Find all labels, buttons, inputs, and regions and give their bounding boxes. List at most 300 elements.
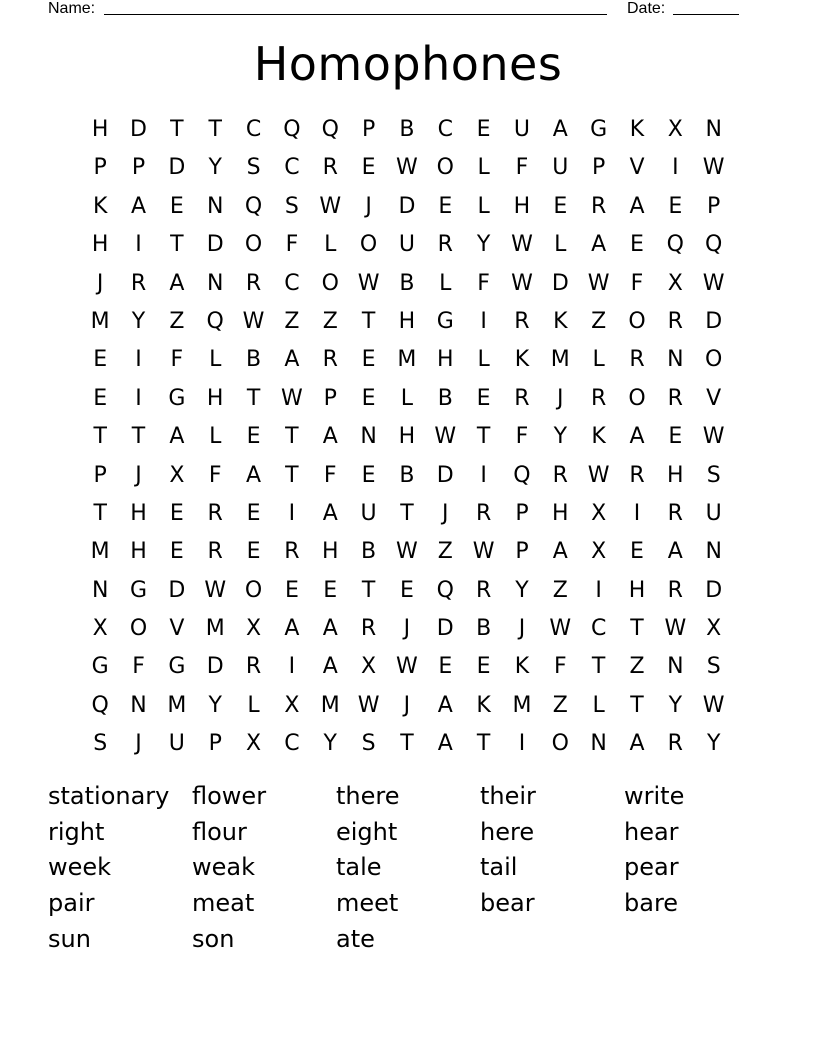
grid-letter: B	[399, 462, 415, 488]
grid-letter: F	[515, 155, 529, 181]
grid-letter: L	[477, 347, 490, 373]
grid-letter: X	[284, 692, 300, 718]
grid-letter: W	[357, 692, 380, 718]
grid-letter: E	[323, 577, 338, 603]
grid-row	[81, 495, 733, 533]
grid-letter: Y	[208, 692, 222, 718]
grid-letter: R	[667, 500, 683, 526]
grid-letter: R	[284, 539, 300, 565]
grid-letter: L	[439, 270, 452, 296]
grid-letter: B	[246, 347, 262, 373]
word-list-item: bare	[624, 889, 679, 918]
grid-letter: H	[513, 193, 531, 219]
grid-letter: O	[359, 232, 378, 258]
grid-letter: R	[667, 731, 683, 757]
grid-letter: W	[319, 193, 342, 219]
grid-letter: Q	[436, 577, 454, 603]
grid-letter: H	[91, 117, 109, 142]
word-list-item: there	[336, 782, 400, 810]
word-list-item: right	[48, 817, 105, 846]
grid-letter: P	[592, 155, 606, 181]
grid-letter: Z	[284, 308, 300, 334]
grid-letter: F	[323, 462, 337, 488]
grid-letter: D	[551, 270, 569, 296]
grid-row	[81, 648, 733, 686]
grid-letter: R	[475, 577, 492, 603]
grid-letter: R	[130, 270, 147, 296]
grid-letter: T	[170, 117, 184, 142]
grid-letter: W	[511, 270, 533, 296]
grid-row	[81, 226, 733, 264]
grid-letter: T	[93, 500, 107, 526]
grid-letter: T	[246, 385, 261, 411]
grid-letter: R	[207, 539, 223, 565]
grid-letter: K	[629, 117, 645, 142]
grid-letter: E	[361, 385, 376, 411]
grid-letter: M	[397, 347, 417, 373]
grid-letter: R	[245, 270, 262, 296]
grid-letter: R	[514, 308, 530, 334]
grid-letter: M	[550, 347, 570, 373]
grid-letter: Q	[705, 232, 723, 258]
grid-row	[81, 380, 733, 418]
grid-letter: R	[629, 462, 645, 488]
grid-letter: D	[705, 577, 723, 603]
grid-letter: X	[667, 117, 683, 142]
grid-letter: K	[553, 308, 568, 334]
grid-letter: L	[247, 692, 260, 718]
grid-letter: E	[93, 347, 108, 373]
grid-letter: C	[284, 731, 300, 757]
grid-letter: R	[322, 155, 338, 181]
grid-letter: C	[590, 616, 607, 642]
grid-row	[81, 188, 733, 226]
grid-letter: W	[702, 692, 725, 718]
grid-letter: E	[438, 654, 453, 680]
grid-letter: Z	[552, 692, 568, 718]
grid-letter: K	[514, 347, 530, 373]
grid-letter: D	[436, 616, 454, 642]
grid-letter: U	[513, 117, 530, 142]
grid-letter: R	[629, 347, 645, 373]
grid-letter: E	[438, 193, 453, 219]
grid-letter: O	[129, 616, 148, 642]
grid-letter: Z	[591, 308, 607, 334]
grid-letter: H	[552, 500, 569, 526]
grid-letter: B	[437, 385, 453, 411]
header-line	[48, 0, 748, 20]
grid-letter: A	[629, 424, 645, 450]
grid-letter: Q	[283, 117, 301, 142]
grid-letter: F	[630, 270, 644, 296]
word-list-item: flower	[192, 782, 267, 810]
grid-letter: X	[361, 654, 377, 680]
grid-letter: P	[707, 193, 721, 219]
word-list-item: week	[48, 853, 112, 882]
grid-letter: O	[244, 232, 263, 258]
grid-letter: P	[361, 117, 376, 142]
grid-letter: W	[396, 654, 418, 680]
grid-letter: E	[630, 232, 644, 258]
grid-letter: F	[553, 654, 567, 680]
grid-letter: F	[170, 347, 184, 373]
grid-letter: K	[591, 424, 606, 450]
grid-letter: G	[590, 117, 608, 142]
grid-letter: A	[552, 117, 568, 142]
grid-letter: X	[591, 539, 607, 565]
grid-letter: W	[242, 308, 265, 334]
grid-letter: I	[518, 731, 526, 757]
grid-letter: L	[477, 155, 490, 181]
grid-letter: N	[590, 731, 607, 757]
grid-letter: T	[93, 424, 107, 450]
grid-letter: E	[169, 193, 184, 219]
grid-letter: W	[472, 539, 495, 565]
grid-letter: H	[398, 424, 416, 450]
grid-letter: X	[246, 731, 262, 757]
grid-letter: W	[702, 270, 725, 296]
grid-letter: U	[552, 155, 569, 181]
grid-letter: X	[591, 500, 607, 526]
grid-letter: Y	[706, 731, 721, 757]
grid-letter: G	[168, 654, 186, 680]
word-list-item: here	[480, 817, 535, 846]
grid-letter: C	[437, 117, 453, 142]
grid-letter: I	[633, 500, 641, 526]
grid-letter: A	[629, 731, 645, 757]
grid-letter: T	[630, 692, 644, 718]
grid-letter: R	[475, 500, 492, 526]
grid-letter: P	[323, 385, 337, 411]
grid-letter: N	[667, 654, 684, 680]
grid-row	[81, 149, 733, 187]
grid-letter: I	[135, 347, 142, 373]
grid-letter: I	[288, 654, 296, 680]
grid-letter: W	[396, 155, 418, 181]
grid-letter: P	[131, 155, 146, 181]
grid-letter: Q	[321, 117, 339, 142]
grid-letter: O	[628, 308, 646, 334]
grid-letter: T	[400, 500, 414, 526]
grid-letter: T	[476, 731, 491, 757]
grid-letter: R	[245, 654, 262, 680]
grid-row	[81, 572, 733, 610]
grid-letter: R	[360, 616, 377, 642]
grid-letter: J	[403, 616, 411, 642]
grid-letter: A	[322, 616, 338, 642]
grid-letter: Z	[322, 308, 338, 334]
grid-letter: E	[476, 654, 491, 680]
grid-letter: R	[667, 385, 683, 411]
grid-letter: E	[246, 539, 261, 565]
grid-letter: V	[629, 155, 645, 181]
grid-letter: Y	[323, 731, 337, 757]
grid-letter: K	[92, 193, 108, 219]
grid-letter: J	[96, 270, 104, 296]
grid-letter: Z	[552, 577, 568, 603]
grid-letter: F	[515, 424, 529, 450]
grid-letter: Y	[668, 692, 683, 718]
grid-letter: R	[207, 500, 223, 526]
grid-letter: T	[208, 117, 222, 142]
date-label: Date:	[627, 0, 666, 17]
grid-letter: D	[206, 232, 224, 258]
grid-letter: I	[480, 308, 487, 334]
grid-letter: U	[168, 731, 185, 757]
grid-letter: L	[400, 385, 414, 411]
grid-letter: P	[208, 731, 222, 757]
name-blank-line	[104, 14, 607, 15]
grid-letter: L	[209, 347, 222, 373]
grid-letter: K	[476, 692, 491, 718]
grid-letter: R	[590, 385, 607, 411]
word-list-item: flour	[192, 817, 247, 846]
grid-letter: E	[361, 155, 376, 181]
grid-letter: Q	[513, 462, 531, 488]
grid-letter: D	[130, 117, 147, 142]
grid-letter: W	[357, 270, 380, 296]
grid-letter: H	[321, 539, 339, 565]
grid-letter: P	[93, 155, 107, 181]
grid-letter: E	[169, 500, 184, 526]
grid-letter: E	[399, 577, 414, 603]
grid-letter: K	[514, 654, 530, 680]
grid-letter: X	[169, 462, 185, 488]
grid-letter: M	[205, 616, 225, 642]
grid-letter: J	[135, 731, 142, 757]
name-label: Name:	[48, 0, 96, 17]
word-list-row	[48, 886, 768, 922]
word-list-item: meat	[192, 889, 255, 918]
word-list-item: tail	[480, 853, 518, 882]
grid-letter: N	[667, 347, 684, 373]
grid-row	[81, 687, 733, 725]
grid-letter: L	[477, 193, 490, 219]
grid-letter: G	[436, 308, 454, 334]
grid-letter: J	[365, 193, 372, 219]
grid-letter: V	[706, 385, 722, 411]
grid-letter: S	[706, 654, 721, 680]
grid-letter: R	[514, 385, 530, 411]
grid-letter: E	[169, 539, 184, 565]
grid-letter: W	[549, 616, 572, 642]
grid-letter: A	[591, 232, 607, 258]
grid-letter: R	[590, 193, 607, 219]
word-list-row	[48, 922, 768, 958]
grid-letter: V	[169, 616, 185, 642]
grid-letter: S	[246, 155, 261, 181]
grid-letter: P	[515, 539, 529, 565]
grid-letter: L	[324, 232, 337, 258]
grid-letter: R	[667, 308, 683, 334]
grid-letter: U	[398, 232, 415, 258]
word-list-row	[48, 850, 768, 886]
grid-letter: H	[206, 385, 224, 411]
grid-letter: J	[403, 692, 411, 718]
grid-letter: G	[129, 577, 148, 603]
grid-letter: S	[284, 193, 299, 219]
grid-letter: T	[591, 654, 606, 680]
date-blank-line	[673, 14, 739, 15]
grid-letter: E	[668, 193, 683, 219]
grid-letter: Z	[169, 308, 185, 334]
grid-letter: P	[515, 500, 529, 526]
grid-letter: S	[706, 462, 721, 488]
grid-letter: T	[131, 424, 146, 450]
grid-letter: L	[209, 424, 222, 450]
word-list-item: tale	[336, 853, 382, 882]
grid-letter: F	[477, 270, 490, 296]
grid-letter: O	[436, 155, 454, 181]
grid-letter: U	[360, 500, 377, 526]
grid-letter: T	[476, 424, 491, 450]
grid-letter: H	[436, 347, 454, 373]
grid-letter: D	[705, 308, 723, 334]
word-list-item: meet	[336, 889, 399, 918]
grid-letter: W	[702, 155, 725, 181]
grid-row	[81, 265, 733, 303]
grid-letter: E	[246, 424, 261, 450]
grid-letter: A	[246, 462, 262, 488]
grid-letter: I	[135, 232, 142, 258]
grid-letter: B	[399, 270, 415, 296]
grid-letter: H	[91, 232, 109, 258]
grid-letter: C	[245, 117, 262, 142]
grid-letter: E	[476, 117, 491, 142]
grid-letter: Y	[476, 232, 491, 258]
grid-letter: E	[246, 500, 261, 526]
grid-letter: A	[437, 692, 453, 718]
grid-letter: Z	[437, 539, 453, 565]
grid-row	[81, 533, 733, 571]
grid-letter: J	[442, 500, 449, 526]
grid-letter: T	[400, 731, 414, 757]
grid-letter: L	[592, 692, 605, 718]
grid-letter: N	[130, 692, 147, 718]
grid-letter: G	[91, 654, 109, 680]
word-list	[48, 779, 768, 957]
grid-letter: W	[434, 424, 457, 450]
grid-letter: M	[167, 692, 187, 718]
grid-letter: A	[130, 193, 147, 219]
grid-letter: D	[168, 155, 186, 181]
grid-letter: D	[206, 654, 224, 680]
letter-grid	[81, 111, 733, 764]
word-list-row	[48, 779, 768, 815]
grid-letter: W	[587, 270, 610, 296]
grid-letter: F	[208, 462, 222, 488]
grid-letter: I	[288, 500, 296, 526]
grid-letter: Y	[515, 577, 529, 603]
word-list-item: sun	[48, 924, 91, 953]
page-title: Homophones	[253, 37, 563, 91]
grid-letter: W	[702, 424, 725, 450]
grid-letter: T	[170, 232, 184, 258]
grid-letter: M	[320, 692, 340, 718]
grid-letter: D	[168, 577, 186, 603]
grid-row	[81, 418, 733, 456]
grid-letter: E	[476, 385, 491, 411]
grid-letter: W	[396, 539, 418, 565]
grid-letter: G	[168, 385, 186, 411]
word-list-item: son	[192, 924, 235, 953]
grid-letter: W	[511, 232, 533, 258]
grid-letter: H	[628, 577, 646, 603]
word-list-row	[48, 815, 768, 851]
grid-letter: A	[629, 193, 645, 219]
grid-letter: F	[285, 232, 299, 258]
word-list-item: ate	[336, 924, 375, 953]
grid-letter: O	[321, 270, 339, 296]
word-list-item: weak	[192, 853, 255, 882]
word-list-item: pair	[48, 889, 95, 918]
grid-letter: B	[399, 117, 415, 142]
grid-letter: A	[322, 654, 338, 680]
word-list-item: pear	[624, 853, 679, 882]
grid-letter: H	[398, 308, 416, 334]
grid-letter: O	[705, 347, 723, 373]
grid-row	[81, 303, 733, 341]
grid-letter: I	[672, 155, 679, 181]
grid-letter: A	[552, 539, 568, 565]
word-list-item: hear	[624, 817, 679, 846]
grid-letter: D	[398, 193, 416, 219]
word-list-item: stationary	[48, 782, 170, 810]
grid-letter: Y	[131, 308, 146, 334]
grid-letter: U	[705, 500, 722, 526]
grid-letter: C	[284, 270, 300, 296]
grid-letter: J	[557, 385, 564, 411]
grid-letter: D	[436, 462, 454, 488]
word-list-item: their	[480, 782, 536, 810]
grid-letter: H	[130, 539, 147, 565]
grid-letter: E	[553, 193, 568, 219]
grid-letter: E	[361, 462, 376, 488]
grid-letter: F	[132, 654, 145, 680]
grid-letter: E	[93, 385, 108, 411]
grid-letter: J	[135, 462, 142, 488]
grid-letter: R	[322, 347, 338, 373]
grid-letter: O	[551, 731, 569, 757]
grid-letter: R	[667, 577, 683, 603]
word-list-item: eight	[336, 817, 398, 846]
grid-letter: L	[554, 232, 567, 258]
grid-letter: I	[480, 462, 487, 488]
grid-letter: J	[518, 616, 526, 642]
grid-letter: I	[135, 385, 142, 411]
grid-letter: N	[206, 193, 224, 219]
grid-letter: T	[285, 424, 299, 450]
grid-letter: H	[130, 500, 147, 526]
grid-letter: N	[360, 424, 377, 450]
grid-row	[81, 457, 733, 495]
grid-letter: W	[587, 462, 610, 488]
grid-letter: A	[284, 616, 300, 642]
grid-letter: I	[595, 577, 602, 603]
word-list-item: bear	[480, 889, 535, 918]
grid-letter: C	[284, 155, 300, 181]
grid-letter: E	[668, 424, 683, 450]
grid-letter: T	[285, 462, 299, 488]
grid-letter: N	[705, 117, 722, 142]
grid-letter: X	[706, 616, 722, 642]
grid-letter: P	[93, 462, 107, 488]
grid-letter: S	[93, 731, 108, 757]
grid-letter: N	[705, 539, 722, 565]
grid-letter: Q	[91, 692, 109, 718]
grid-letter: B	[361, 539, 377, 565]
grid-row	[81, 610, 733, 648]
